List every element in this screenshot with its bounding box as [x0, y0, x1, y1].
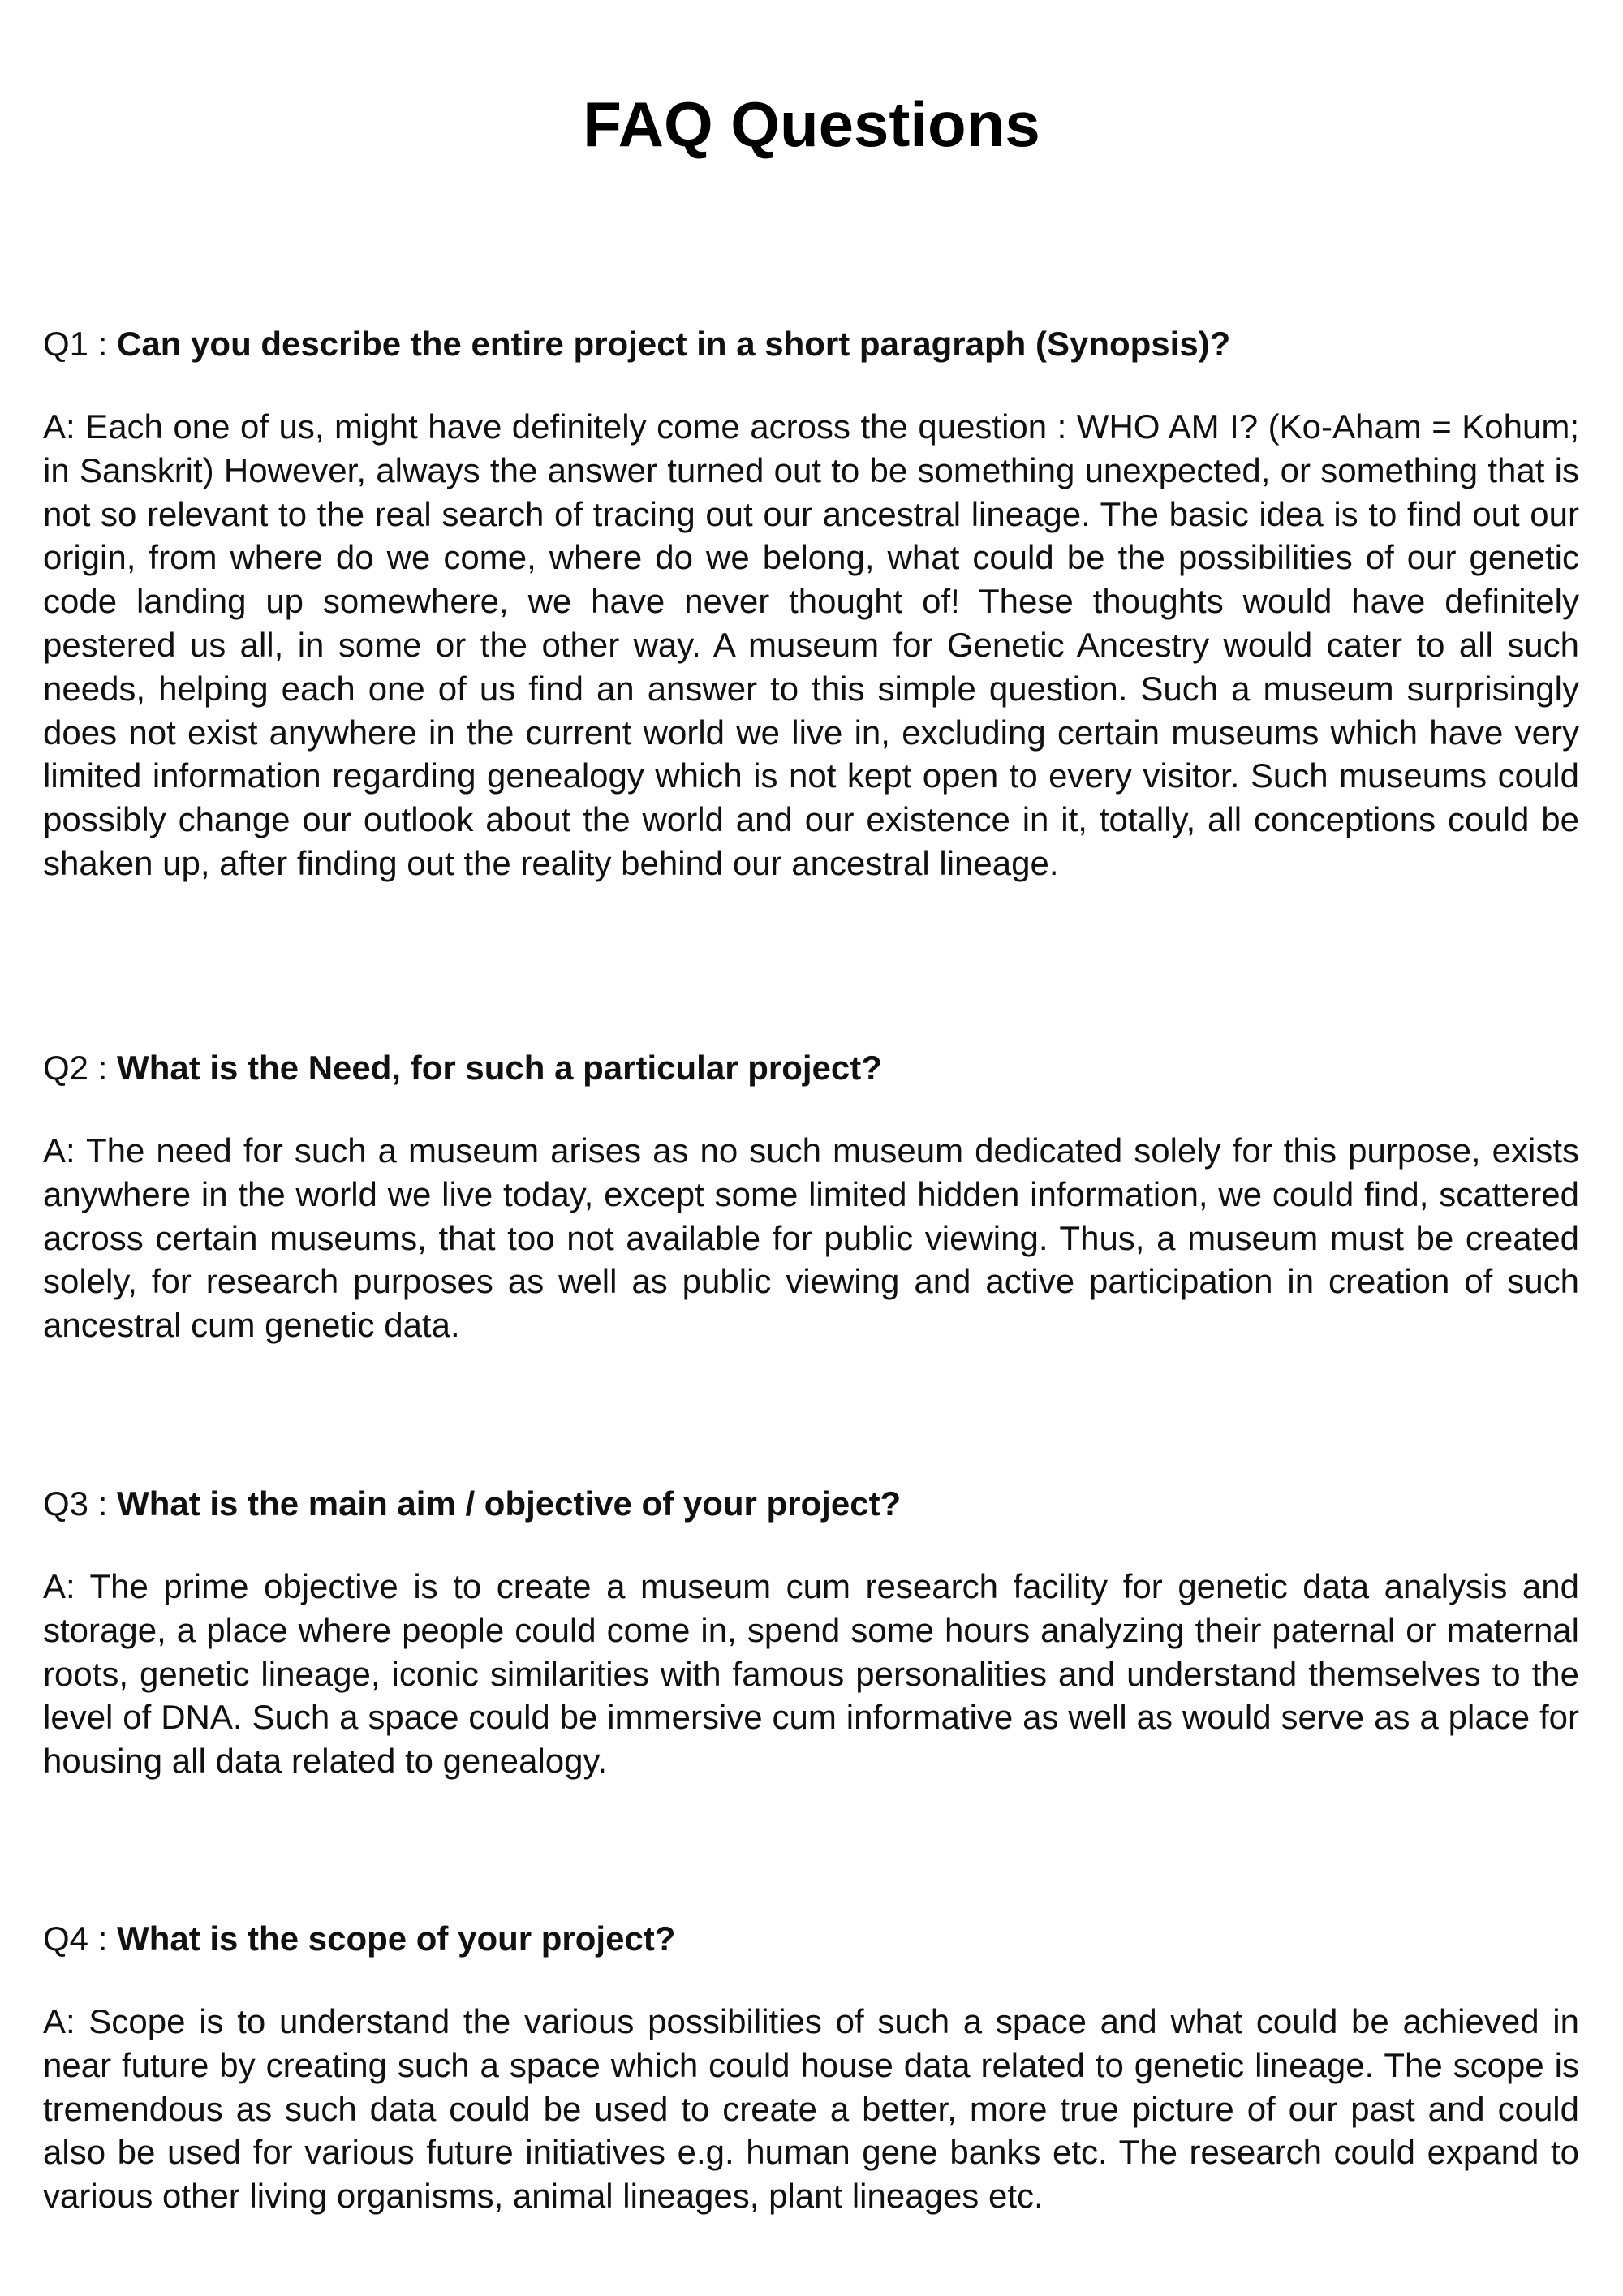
question — [43, 1917, 1579, 1961]
question-text: What is the scope of your project? — [117, 1919, 676, 1958]
faq-item-q1 — [43, 322, 1579, 885]
question-label: Q2 : — [43, 1049, 118, 1087]
question-label: Q4 : — [43, 1919, 118, 1958]
question — [43, 1482, 1579, 1526]
answer: A: The need for such a museum arises as no such museum dedicated solely for this purpose, exists anywhere in the world we live today, except some limited hidden information, we could find, scattered across certain museums, that too not available for public viewing. Thus, a museum must be created solely, for research purposes as well as public viewing and active participation in creation of such ancestral cum genetic data. — [43, 1131, 1579, 1345]
question-text: What is the Need, for such a particular project? — [117, 1049, 882, 1087]
question-label: Q1 : — [43, 325, 118, 363]
answer: A: The prime objective is to create a museum cum research facility for genetic data analysis and storage, a place where people could come in, spend some hours analyzing their paternal or maternal roots, genetic lineage, iconic similarities with famous personalities and understand themselves to the level of DNA. Such a space could be immersive cum informative as well as would serve as a place for housing all data related to genealogy. — [43, 1567, 1579, 1781]
faq-item-q4 — [43, 1917, 1579, 2218]
question-text: Can you describe the entire project in a short paragraph (Synopsis)? — [117, 325, 1231, 363]
faq-item-q2 — [43, 1046, 1579, 1347]
answer: A: Each one of us, might have definitely come across the question : WHO AM I? (Ko-Aham = Kohum; in Sanskrit) However, always the answer turned out to be something unexpected, or something that is not so relevant to the real search of tracing out our ancestral lineage. The basic idea is to find out our origin, from where do we come, where do we belong, what could be the possibilities of our genetic code landing up somewhere, we have never thought of! These thoughts would have definitely pestered us all, in some or the other way. A museum for Genetic Ancestry would cater to all such needs, helping each one of us find an answer to this simple question. Such a museum surprisingly does not exist anywhere in the current world we live in, excluding certain museums which have very limited information regarding genealogy which is not kept open to every visitor. Such museums could possibly change our outlook about the world and our existence in it, totally, all conceptions could be shaken up, after finding out the reality behind our ancestral lineage. — [43, 407, 1579, 882]
page-title: FAQ Questions — [583, 88, 1040, 160]
faq-item-q3 — [43, 1482, 1579, 1783]
question-label: Q3 : — [43, 1484, 118, 1523]
answer: A: Scope is to understand the various possibilities of such a space and what could be achieved in near future by creating such a space which could house data related to genetic lineage. The scope is tremendous as such data could be used to create a better, more true picture of our past and could also be used for various future initiatives e.g. human gene banks etc. The research could expand to various other living organisms, animal lineages, plant lineages etc. — [43, 2002, 1579, 2216]
question-text: What is the main aim / objective of your project? — [117, 1484, 902, 1523]
question — [43, 322, 1579, 366]
question — [43, 1046, 1579, 1090]
